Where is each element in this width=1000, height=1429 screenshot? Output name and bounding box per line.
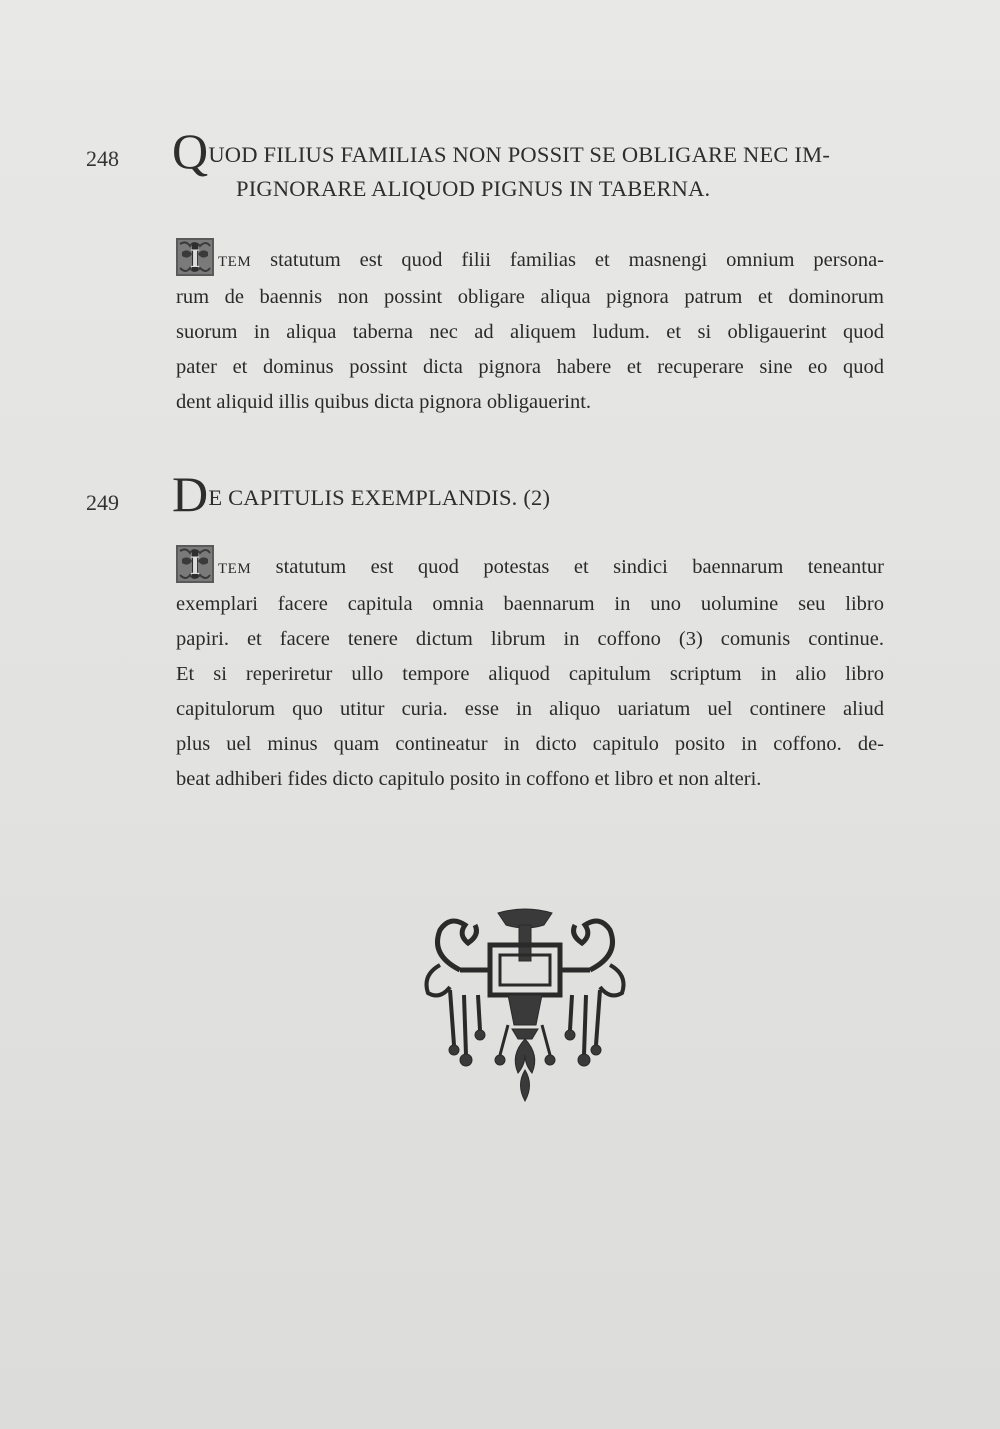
body-line: capitulorum quo utitur curia. esse in aliquo uariatum uel continere aliud (176, 698, 884, 720)
lead-smallcaps: TEM (218, 561, 252, 577)
body-line: plus uel minus quam contineatur in dicto capitulo posito in coffono. de- (176, 733, 884, 755)
heading-initial: D (172, 466, 209, 522)
heading-text-line1: E CAPITULIS EXEMPLANDIS. (2) (208, 485, 551, 510)
body-line: Et si reperiretur ullo tempore aliquod capitulum scriptum in alio libro (176, 663, 884, 685)
section-heading-248 (172, 123, 892, 206)
heading-initial: Q (172, 123, 209, 179)
body-line: rum de baennis non possint obligare aliqua pignora patrum et dominorum (176, 286, 884, 308)
svg-text:I: I (189, 244, 201, 273)
body-line: pater et dominus possint dicta pignora habere et recuperare sine eo quod (176, 356, 884, 378)
illuminated-initial-icon (176, 545, 214, 583)
body-line: statutum est quod potestas et sindici baennarum teneantur (251, 556, 884, 578)
floral-ornament-icon (420, 905, 630, 1105)
body-line: papiri. et facere tenere dictum librum in coffono (3) comunis continue. (176, 628, 884, 650)
section-number-248: 248 (86, 146, 119, 171)
body-line: suorum in aliqua taberna nec ad aliquem ludum. et si obligauerint quod (176, 321, 884, 343)
body-line: exemplari facere capitula omnia baennarum in uno uolumine seu libro (176, 593, 884, 615)
heading-text-line2: PIGNORARE ALIQUOD PIGNUS IN TABERNA. (236, 176, 711, 201)
section-number-249: 249 (86, 490, 119, 515)
body-line: dent aliquid illis quibus dicta pignora obligauerint. (176, 391, 592, 413)
section-body-248 (176, 238, 884, 420)
body-line: beat adhiberi fides dicto capitulo posito in coffono et libro et non alteri. (176, 768, 762, 790)
illuminated-initial-icon (176, 238, 214, 276)
svg-text:I: I (189, 551, 201, 580)
lead-smallcaps: TEM (218, 254, 252, 270)
heading-text-line1: UOD FILIUS FAMILIAS NON POSSIT SE OBLIGARE NEC IM- (208, 142, 831, 167)
section-heading-249 (172, 466, 892, 522)
body-line: statutum est quod filii familias et masnengi omnium persona- (251, 249, 884, 271)
section-body-249 (176, 545, 884, 797)
